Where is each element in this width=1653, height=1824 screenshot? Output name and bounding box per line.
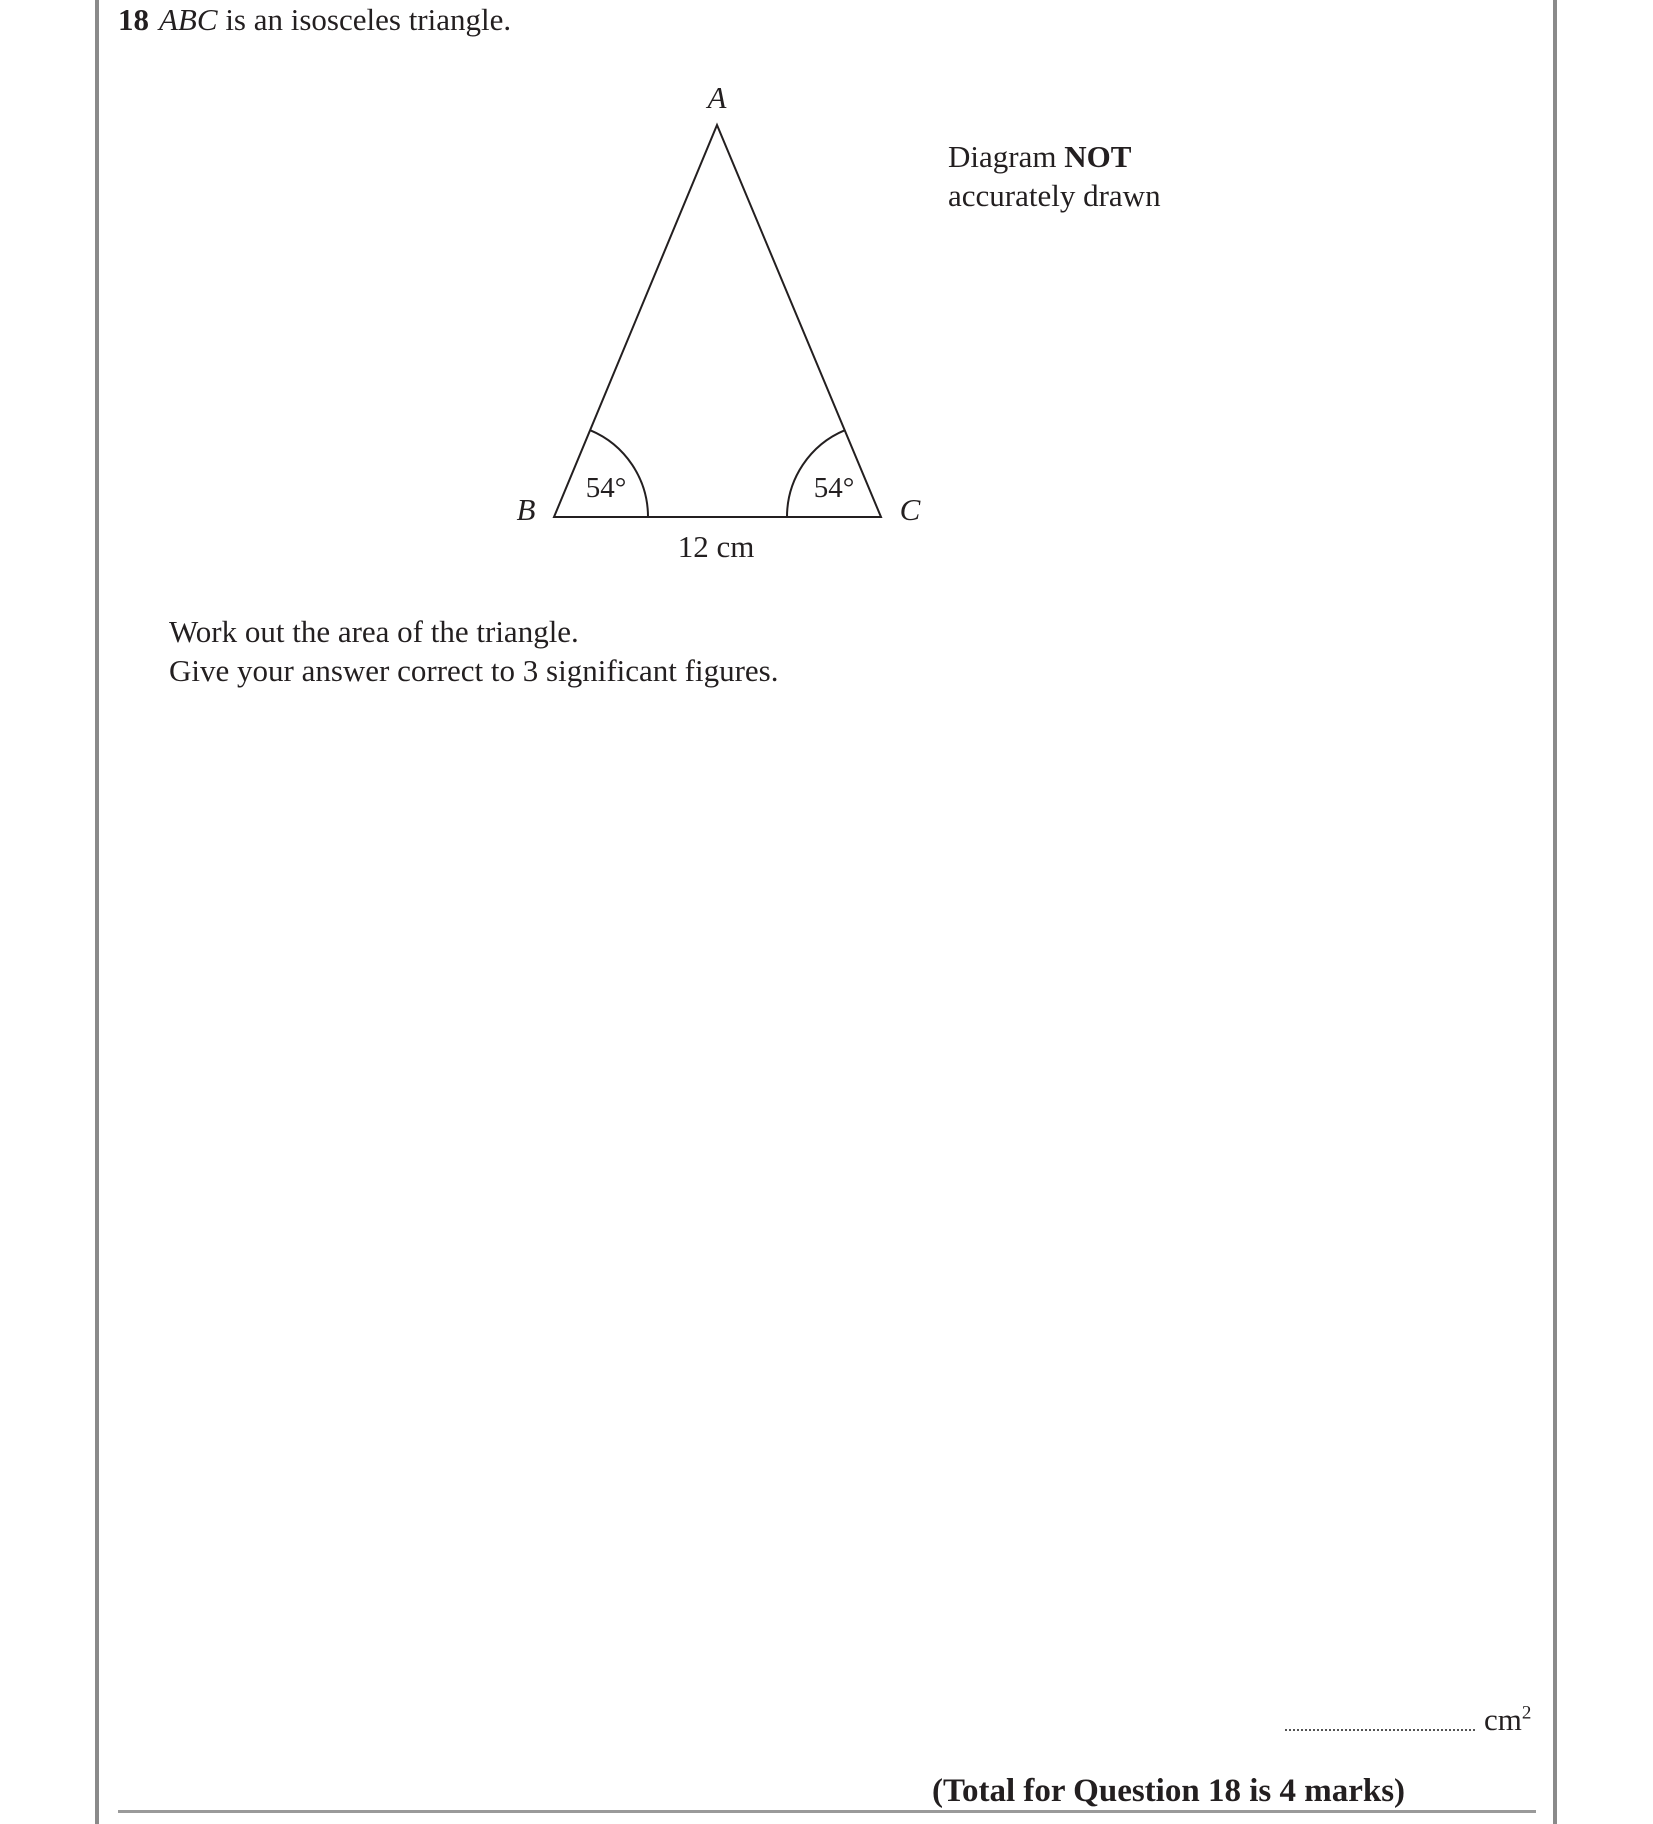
angle-label-c: 54°	[813, 472, 855, 504]
answer-unit	[1484, 1702, 1531, 1738]
question-number: 18	[118, 2, 149, 37]
bottom-rule	[118, 1810, 1536, 1813]
angle-label-b: 54°	[585, 472, 627, 504]
diagram-note-line2: accurately drawn	[948, 178, 1161, 213]
question-statement: is an isosceles triangle.	[217, 2, 512, 37]
diagram-note-not: NOT	[1064, 139, 1132, 174]
diagram-note-prefix: Diagram	[948, 139, 1065, 174]
triangle-name: ABC	[159, 2, 218, 37]
answer-unit-power: 2	[1521, 1702, 1532, 1724]
diagram-note	[948, 137, 1161, 215]
diagram-note-line1	[948, 137, 1161, 176]
question-total-marks: (Total for Question 18 is 4 marks)	[932, 1773, 1406, 1809]
triangle-diagram	[0, 0, 1653, 620]
base-length-label: 12 cm	[677, 529, 755, 564]
vertex-label-b: B	[516, 492, 536, 527]
instruction-line-1: Work out the area of the triangle.	[169, 614, 579, 649]
question-instructions	[169, 612, 778, 690]
vertex-label-a: A	[707, 80, 727, 115]
answer-line[interactable]	[1285, 1711, 1475, 1731]
instruction-line-2: Give your answer correct to 3 significant figures.	[169, 653, 779, 688]
triangle-outline	[554, 125, 881, 517]
vertex-label-c: C	[899, 492, 921, 527]
answer-unit-base: cm	[1484, 1702, 1522, 1737]
